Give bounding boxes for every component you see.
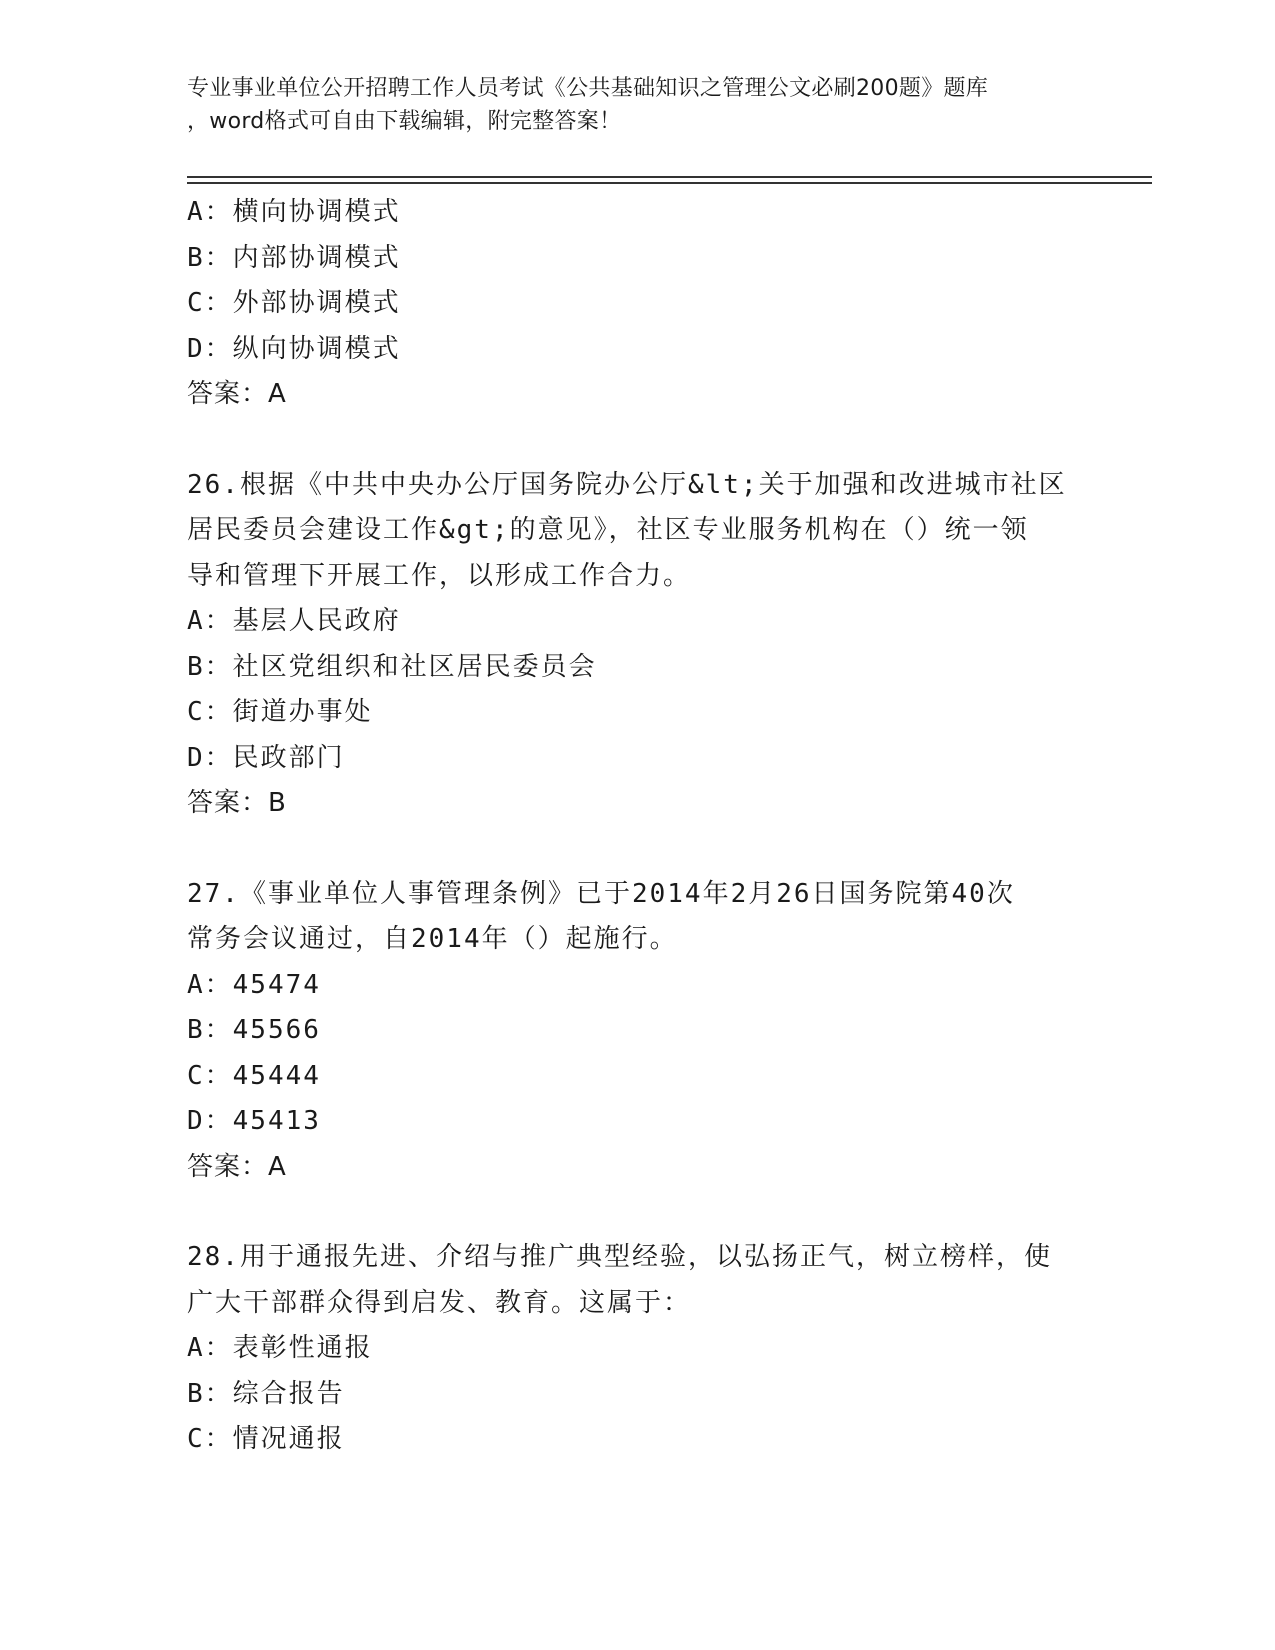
answer: 答案：A bbox=[187, 1151, 287, 1182]
option-a: A：表彰性通报 bbox=[187, 1333, 373, 1363]
option-b: B：综合报告 bbox=[187, 1378, 345, 1409]
document-header bbox=[187, 72, 1087, 138]
header-rule-bottom bbox=[187, 182, 1152, 184]
option-c: C：情况通报 bbox=[187, 1424, 345, 1454]
question-stem-line-2: 广大干部群众得到启发、教育。这属于： bbox=[187, 1287, 692, 1318]
question-stem-line-2: 常务会议通过，自2014年（）起施行。 bbox=[187, 924, 678, 954]
question-27 bbox=[187, 872, 1087, 1191]
question-stem-line-1: 27.《事业单位人事管理条例》已于2014年2月26日国务院第40次 bbox=[187, 878, 1015, 909]
option-d: D：民政部门 bbox=[187, 742, 345, 773]
question-stem-line-1: 28.用于通报先进、介绍与推广典型经验，以弘扬正气，树立榜样，使 bbox=[187, 1242, 1052, 1272]
option-b: B：社区党组织和社区居民委员会 bbox=[187, 651, 597, 682]
question-stem-line-2: 居民委员会建设工作&gt;的意见》，社区专业服务机构在（）统一领 bbox=[187, 515, 1029, 545]
spacer bbox=[187, 418, 1087, 463]
header-line-1: 专业事业单位公开招聘工作人员考试《公共基础知识之管理公文必刷200题》题库 bbox=[187, 76, 989, 101]
question-25 bbox=[187, 190, 1087, 418]
option-a: A：横向协调模式 bbox=[187, 197, 401, 227]
question-28 bbox=[187, 1235, 1087, 1463]
header-rule-top bbox=[187, 176, 1152, 178]
question-stem-line-3: 导和管理下开展工作，以形成工作合力。 bbox=[187, 560, 692, 591]
option-a: A：基层人民政府 bbox=[187, 606, 401, 636]
option-a: A：45474 bbox=[187, 969, 321, 1000]
option-b: B：45566 bbox=[187, 1015, 321, 1045]
question-26 bbox=[187, 463, 1087, 827]
question-stem-line-1: 26.根据《中共中央办公厅国务院办公厅&lt;关于加强和改进城市社区 bbox=[187, 469, 1067, 500]
spacer bbox=[187, 1190, 1087, 1235]
answer: 答案：B bbox=[187, 788, 287, 818]
option-c: C：外部协调模式 bbox=[187, 288, 401, 318]
option-d: D：纵向协调模式 bbox=[187, 333, 401, 364]
option-c: C：45444 bbox=[187, 1060, 321, 1091]
option-c: C：街道办事处 bbox=[187, 697, 373, 727]
spacer bbox=[187, 827, 1087, 872]
option-d: D：45413 bbox=[187, 1106, 321, 1136]
header-line-2: ，word格式可自由下载编辑，附完整答案！ bbox=[187, 109, 622, 134]
option-b: B：内部协调模式 bbox=[187, 242, 401, 273]
answer: 答案：A bbox=[187, 379, 287, 409]
question-list bbox=[187, 190, 1087, 1463]
